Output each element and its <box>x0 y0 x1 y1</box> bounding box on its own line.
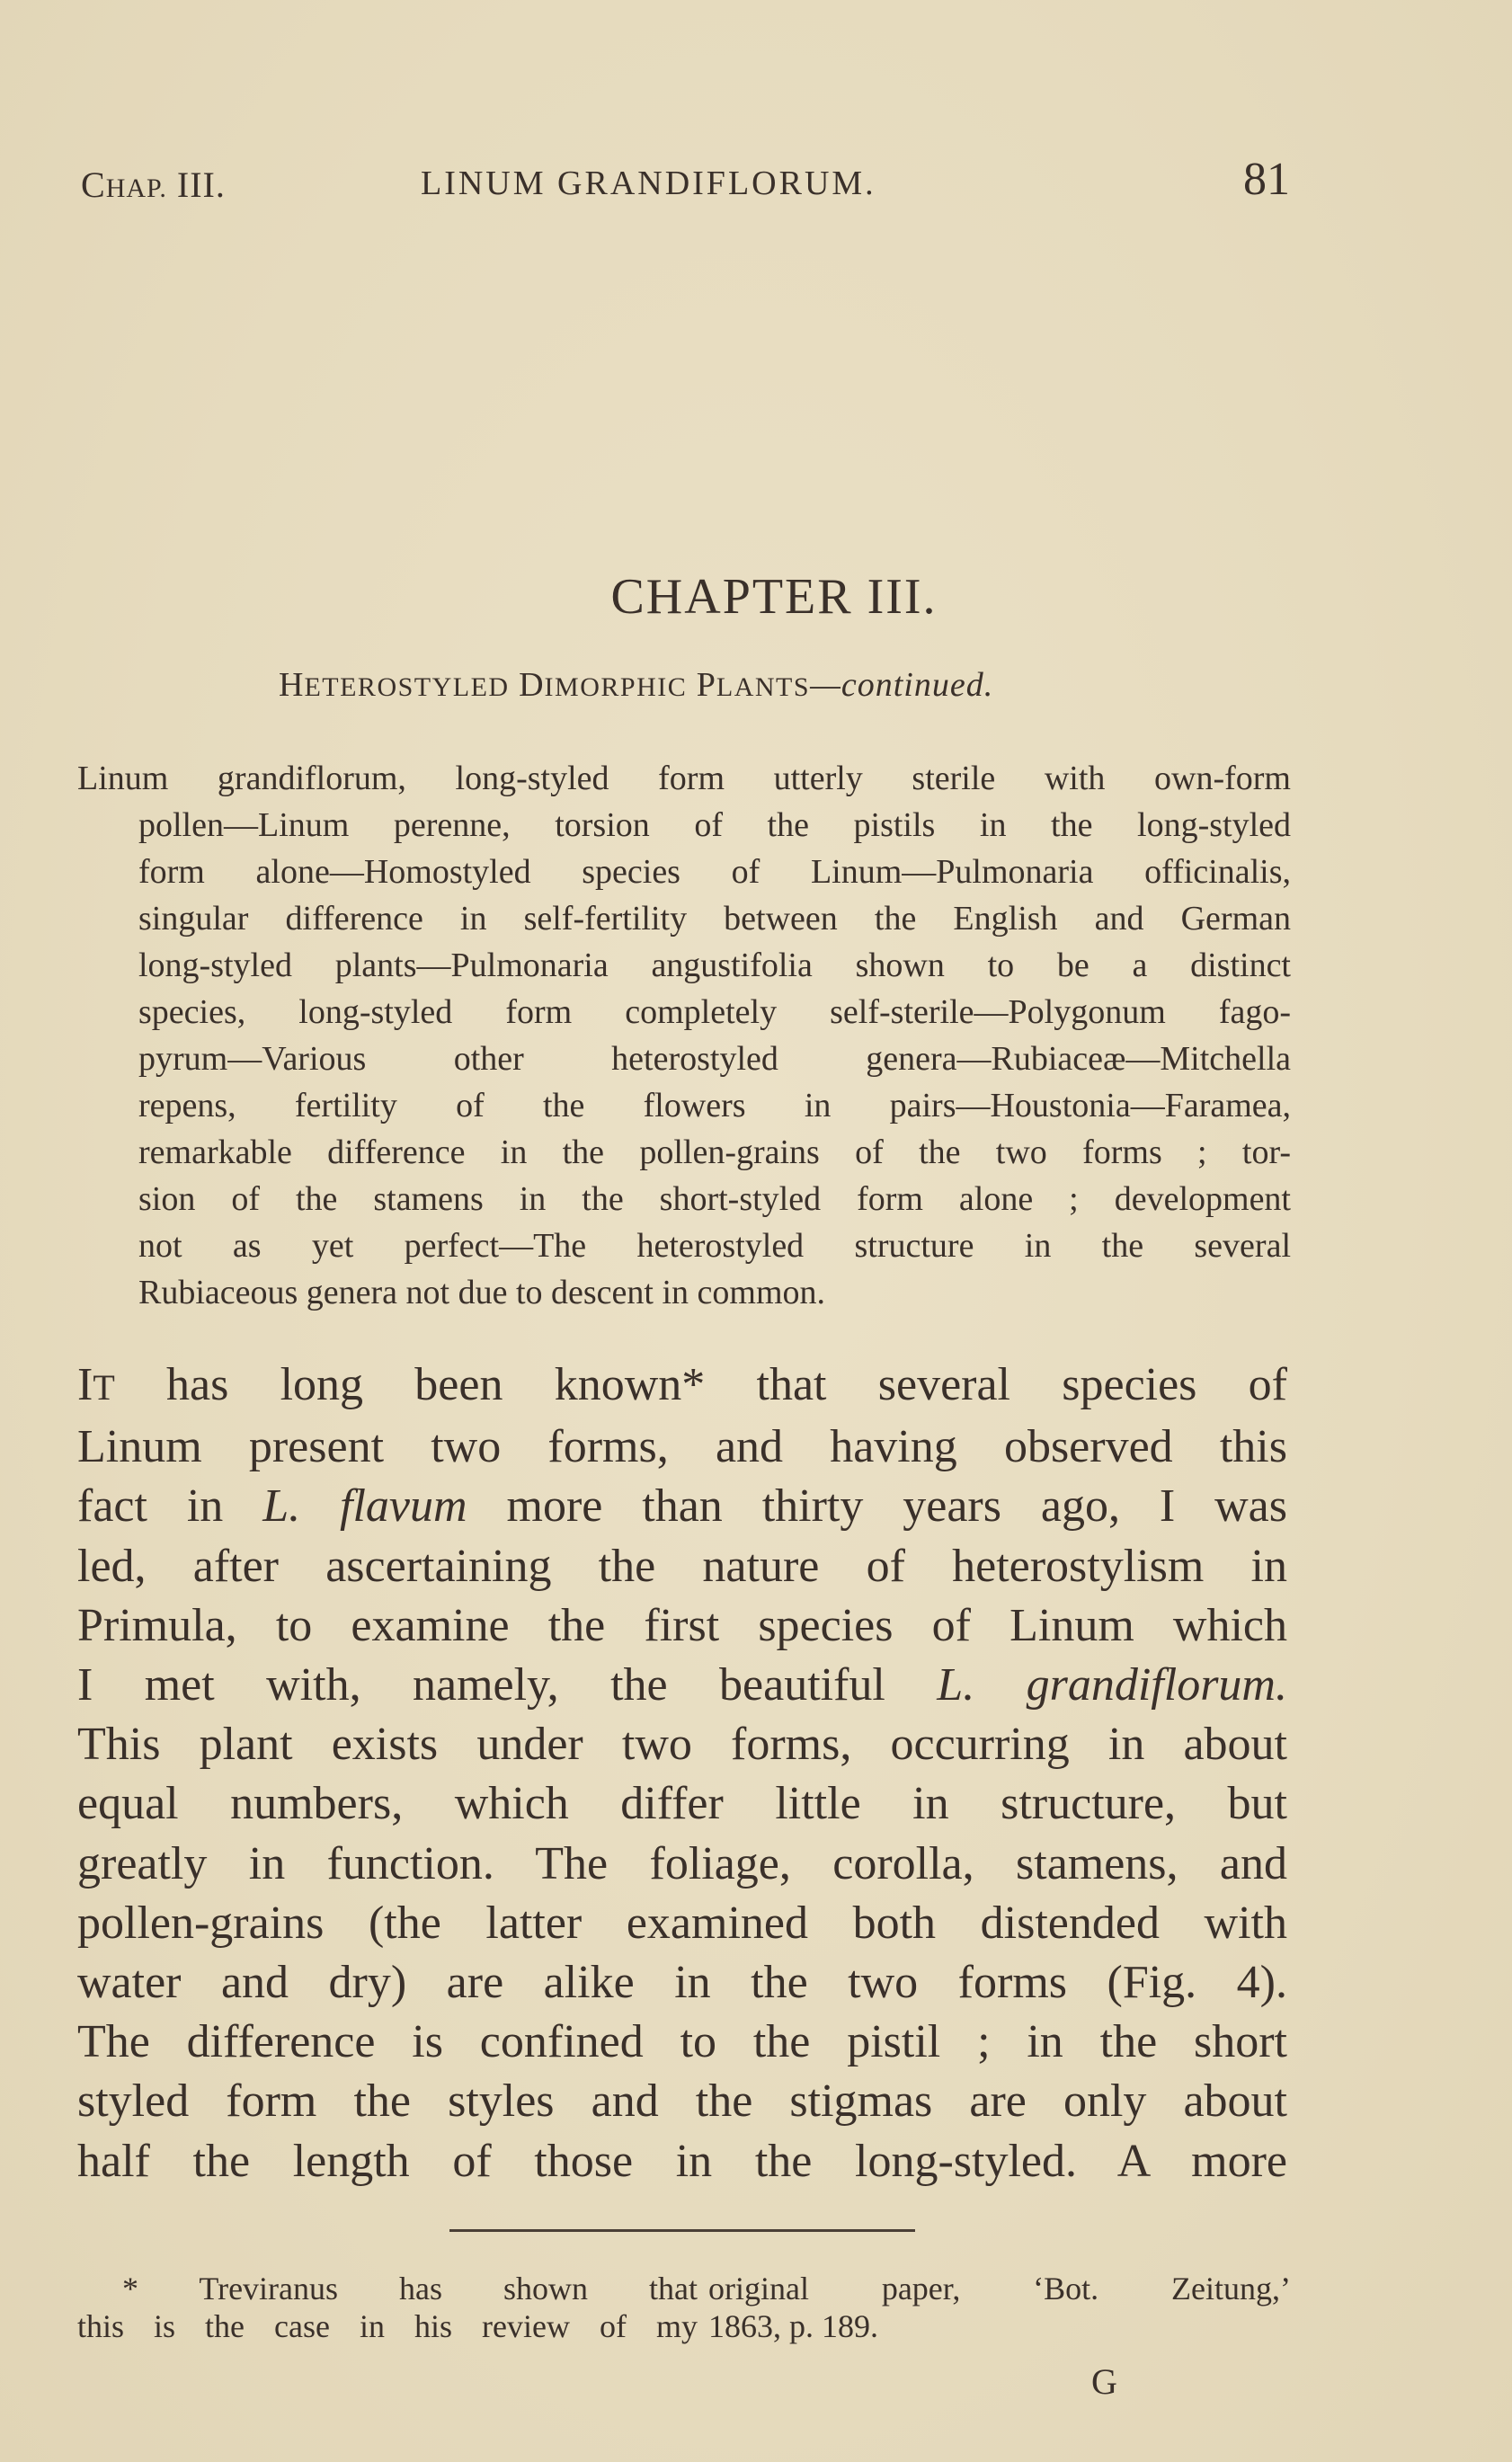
body-paragraph <box>77 1355 1287 2191</box>
body-line <box>77 1477 1287 1536</box>
body-line: styled form the styles and the stigmas are only about <box>77 2075 1287 2128</box>
body-line: The difference is confined to the pistil ; in the short <box>77 2016 1287 2068</box>
line-text: fact in <box>77 1480 263 1533</box>
subtitle-cap: D <box>519 666 545 704</box>
smallcaps: T <box>93 1367 115 1408</box>
line-text: more than thirty years ago, I was <box>467 1480 1287 1533</box>
footnote-divider <box>449 2229 915 2232</box>
running-header <box>81 153 1290 207</box>
summary-line: form alone—Homostyled species of Linum—Pulmonaria officinalis, <box>138 853 1291 891</box>
subtitle-cap: P <box>696 666 716 704</box>
line-text: has long been known* that several species of <box>114 1359 1287 1410</box>
drop-cap: I <box>77 1359 93 1410</box>
summary-line: Rubiaceous genera not due to descent in common. <box>138 1274 826 1311</box>
page-number: 81 <box>1243 154 1290 205</box>
subtitle-cap: H <box>279 666 305 704</box>
chapter-subtitle <box>279 665 993 705</box>
body-line: This plant exists under two forms, occurring in about <box>77 1719 1287 1771</box>
footnote-line: 1863, p. 189. <box>708 2308 878 2344</box>
footnote-column-right <box>708 2270 1291 2345</box>
body-line: half the length of those in the long-styled. A more <box>77 2135 1287 2187</box>
subtitle-smallcaps: ETEROSTYLED <box>304 672 510 702</box>
running-header-chapter <box>81 164 226 206</box>
summary-line: long-styled plants—Pulmonaria angustifolia shown to be a distinct <box>138 947 1291 984</box>
chapter-numeral: III. <box>176 164 226 205</box>
chapter-prefix: C <box>81 164 106 205</box>
body-line: water and dry) are alike in the two forms (Fig. 4). <box>77 1957 1287 2009</box>
subtitle-smallcaps: LANTS <box>716 672 811 702</box>
chapter-smallcaps: HAP. <box>105 173 167 203</box>
summary-line: not as yet perfect—The heterostyled structure in the several <box>138 1227 1291 1265</box>
footnote-line: this is the case in his review of my <box>77 2308 698 2344</box>
body-line: greatly in function. The foliage, corolla, stamens, and <box>77 1837 1287 1889</box>
footnote-line: original paper, ‘Bot. Zeitung,’ <box>708 2271 1291 2306</box>
footnote-column-left <box>77 2270 698 2345</box>
summary-line: pyrum—Various other heterostyled genera—Rubiaceæ—Mitchella <box>138 1040 1291 1078</box>
body-line <box>77 1355 1287 1418</box>
species-name: L. flavum <box>262 1480 467 1533</box>
subtitle-smallcaps: IMORPHIC <box>544 672 688 702</box>
body-line: equal numbers, which differ little in structure, but <box>77 1778 1287 1830</box>
footnote-line: * Treviranus has shown that <box>122 2271 698 2306</box>
species-name: L. grandiflorum. <box>937 1659 1287 1711</box>
line-text: I met with, namely, the beautiful <box>77 1659 938 1711</box>
summary-line: sion of the stamens in the short-styled form alone ; development <box>138 1180 1291 1218</box>
summary-line: repens, fertility of the flowers in pairs—Houstonia—Faramea, <box>138 1087 1291 1124</box>
body-line: led, after ascertaining the nature of heterostylism in <box>77 1540 1287 1592</box>
body-line <box>77 1656 1287 1715</box>
body-line: pollen-grains (the latter examined both distended with <box>77 1897 1287 1949</box>
summary-line: species, long-styled form completely self-sterile—Polygonum fago- <box>138 993 1291 1031</box>
signature-mark: G <box>1091 2361 1117 2402</box>
summary-line: remarkable difference in the pollen-grains of the two forms ; tor- <box>138 1133 1291 1171</box>
body-line: Primula, to examine the first species of Linum which <box>77 1599 1287 1651</box>
subtitle-continued: —continued. <box>810 666 994 704</box>
summary-line: singular difference in self-fertility between the English and German <box>138 900 1291 938</box>
body-line: Linum present two forms, and having observed this <box>77 1421 1287 1473</box>
summary-line: Linum grandiflorum, long-styled form utterly sterile with own-form <box>77 760 1291 797</box>
chapter-heading: CHAPTER III. <box>610 569 938 625</box>
running-header-title: LINUM GRANDIFLORUM. <box>421 164 876 202</box>
chapter-summary <box>77 755 1291 1316</box>
summary-line: pollen—Linum perenne, torsion of the pistils in the long-styled <box>138 806 1291 844</box>
